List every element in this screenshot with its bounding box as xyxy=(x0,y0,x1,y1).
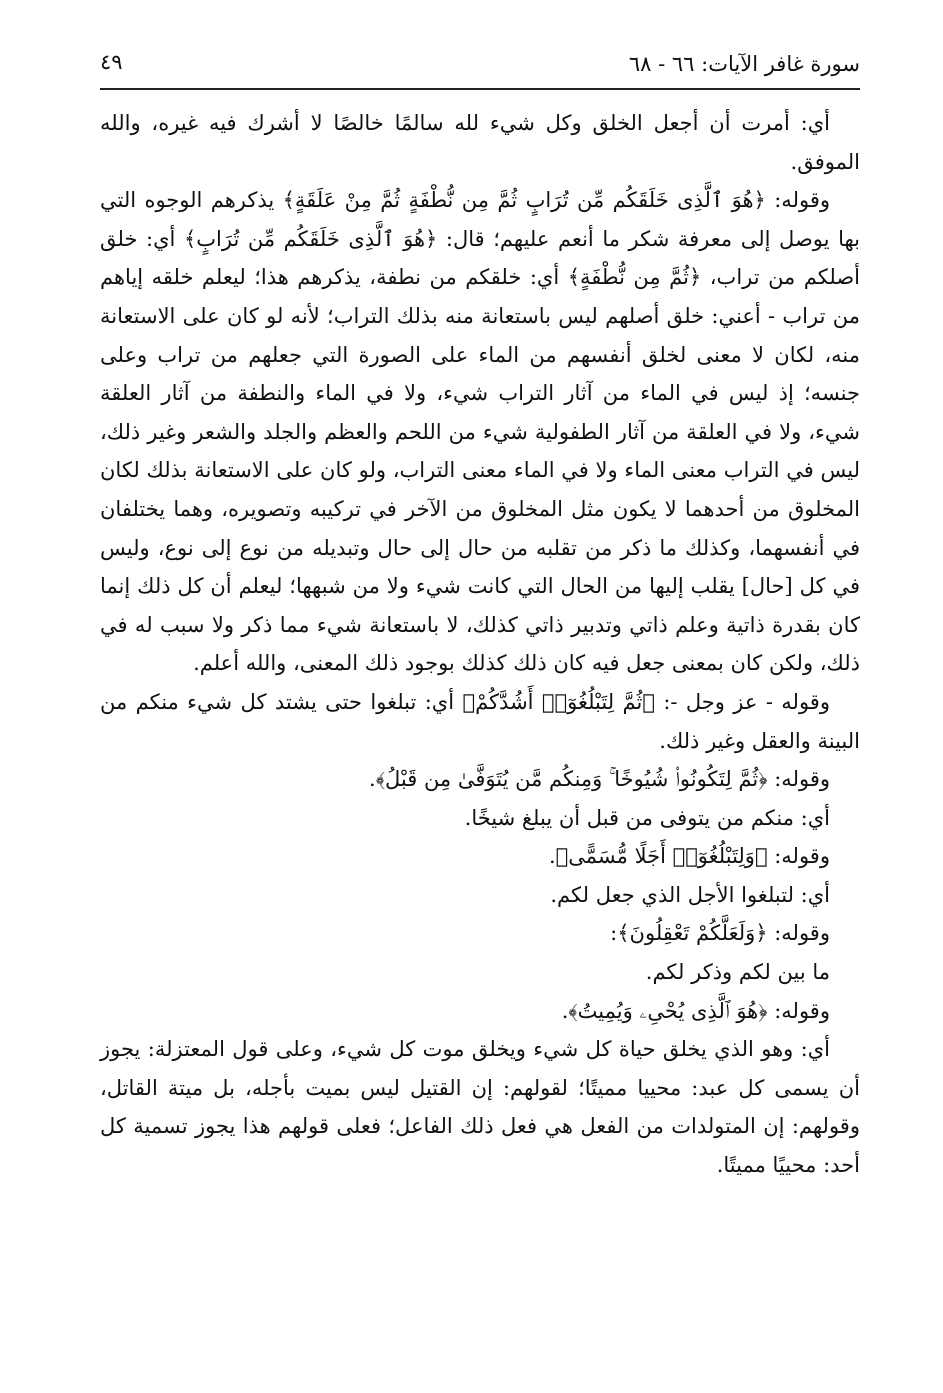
paragraph: أي: وهو الذي يخلق حياة كل شيء ويخلق موت كل شيء، وعلى قول المعتزلة: يجوز أن يسمى كل عبد: محييا مميتًا؛ لقولهم: إن القتيل ليس بميت بأجله، بل ميتة القاتل، وقولهم: إن المتولدات من الفعل هي فعل ذلك الفاعل؛ فعلى قولهم هذا يجوز تسمية كل أحد: محييًا مميتًا. xyxy=(100,1037,860,1178)
paragraph: وقوله: ﴿هُوَ ٱلَّذِى خَلَقَكُم مِّن تُرَابٍ ثُمَّ مِن نُّطْفَةٍ ثُمَّ مِنْ عَلَقَةٍ﴾ يذكرهم الوجوه التي بها يوصل إلى معرفة شكر ما أنعم عليهم؛ قال: ﴿هُوَ ٱلَّذِى خَلَقَكُم مِّن تُرَابٍ﴾ أي: خلق أصلكم من تراب، ﴿ثُمَّ مِن نُّطْفَةٍ﴾ أي: خلقكم من نطفة، يذكرهم هذا؛ ليعلم خلقه إياهم من تراب - أعني: خلق أصلهم ليس باستعانة منه بذلك التراب؛ لأنه لو كان على الاستعانة منه، لكان لا معنى لخلق أنفسهم من الماء على الصورة التي جعلهم من تراب وعلى جنسه؛ إذ ليس في الماء من آثار التراب شيء، ولا في الماء والنطفة من آثار العلقة شيء، ولا في العلقة من آثار الطفولية شيء من اللحم والعظم والجلد والشعر وغير ذلك، ليس في التراب معنى الماء ولا في الماء معنى التراب، ولو كان على الاستعانة بذلك لكان المخلوق من أحدهما لا يكون مثل المخلوق من الآخر في تركيبه وتصويره، وهما يختلفان في أنفسهما، وكذلك ما ذكر من تقلبه من حال إلى حال وتبديله من نوع إلى نوع، وليس في كل [حال] يقلب إليها من الحال التي كانت شيء ولا من شبهها؛ ليعلم أن كل ذلك إنما كان بقدرة ذاتية وعلم ذاتي وتدبير ذاتي كذلك، لا باستعانة شيء مما ذكر ولا سبب له في ذلك، ولكن كان بمعنى جعل فيه كان ذلك كذلك بوجود ذلك المعنى، والله أعلم. xyxy=(100,188,860,676)
paragraph: ما بين لكم وذكر لكم. xyxy=(645,960,830,985)
paragraph: وقوله - عز وجل -: ﴿ثُمَّ لِتَبْلُغُوٓا۟ أَشُدَّكُمْ﴾ أي: تبلغوا حتى يشتد كل شيء منكم من البينة والعقل وغير ذلك. xyxy=(100,689,860,753)
running-header xyxy=(100,44,860,90)
paragraph: أي: منكم من يتوفى من قبل أن يبلغ شيخًا. xyxy=(464,805,830,830)
page-number: ٤٩ xyxy=(100,50,123,74)
paragraph: وقوله: ﴿هُوَ ٱلَّذِى يُحْىِۦ وَيُمِيتُ﴾. xyxy=(561,998,830,1023)
paragraph: وقوله: ﴿ثُمَّ لِتَكُونُوا۟ شُيُوخًا ۚ وَمِنكُم مَّن يُتَوَفَّىٰ مِن قَبْلُ﴾. xyxy=(369,767,830,792)
book-page xyxy=(100,44,860,1344)
header-title: سورة غافر الآيات: ٦٦ - ٦٨ xyxy=(628,52,860,76)
paragraph: وقوله: ﴿وَلِتَبْلُغُوٓا۟ أَجَلًا مُّسَمًّى﴾. xyxy=(549,844,830,869)
paragraph: أي: أمرت أن أجعل الخلق وكل شيء لله سالمًا خالصًا لا أشرك فيه غيره، والله الموفق. xyxy=(100,111,860,174)
page-body xyxy=(100,104,860,1185)
paragraph: وقوله: ﴿وَلَعَلَّكُمْ تَعْقِلُونَ﴾: xyxy=(610,921,830,946)
paragraph: أي: لتبلغوا الأجل الذي جعل لكم. xyxy=(550,882,830,907)
